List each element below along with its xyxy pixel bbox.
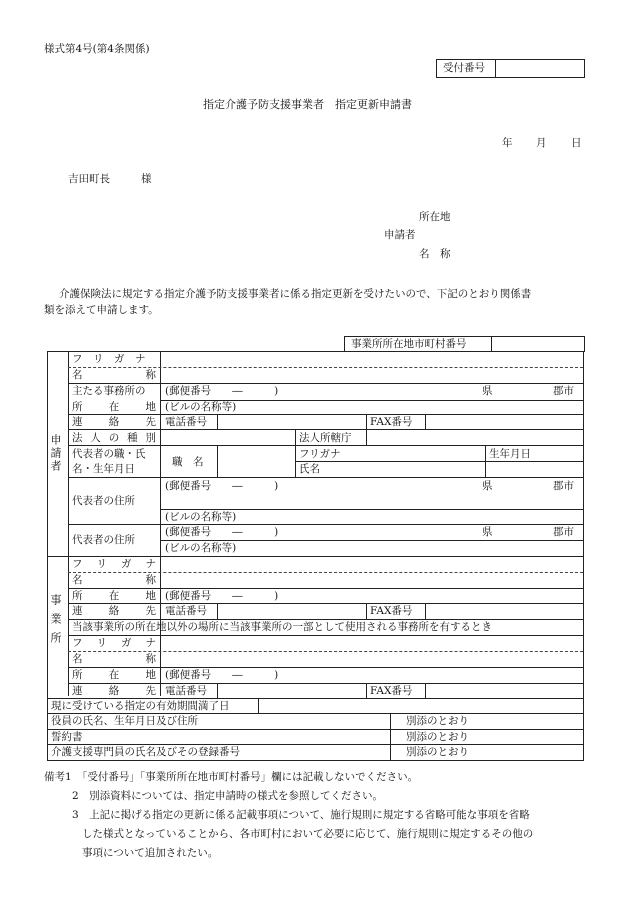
date-day: 日 [571,137,582,149]
other-furigana-label: フ リ ガ ナ [72,637,156,649]
rep-title-label-1: 代表者の職・氏 [72,448,146,460]
receipt-number-box [436,59,585,78]
rep-address-postal-2: (郵便番号 ― ) [165,526,279,538]
business-phone-label: 電話番号 [165,605,207,617]
note-3-line2: した様式となっていることから、各市町村において必要に応じて、施行規則に規定するその他の [82,828,534,840]
rep-address-label-1: 代表者の住所 [72,495,135,507]
main-office-pref: 県 [482,385,493,397]
rep-address-city-1: 郡市 [553,480,574,492]
rep-address-postal-1: (郵便番号 ― ) [165,480,279,492]
other-contact-label: 連 絡 先 [72,685,156,697]
furigana-label: フ リ ガ ナ [72,353,146,365]
receipt-number-label: 受付番号 [443,62,485,74]
rep-furigana-label: フリガナ [299,448,341,460]
date-month: 月 [536,137,547,149]
officers-attached: 別添のとおり [406,715,469,727]
expiry-label: 現に受けている指定の有効期間満了日 [51,700,230,712]
applicant-label: 申請者 [384,229,416,241]
receipt-number-field[interactable] [497,60,583,77]
note-3-line1: 3 上記に掲げる指定の更新に係る記載事項について、施行規則に規定する省略可能な事項を省略 [72,809,530,821]
expiry-field[interactable] [259,699,583,713]
corp-type-label: 法人の種別 [72,432,156,444]
business-contact-label: 連 絡 先 [72,605,156,617]
municipality-number-box [344,336,585,352]
pledge-label: 誓約書 [51,731,83,743]
municipality-number-label: 事業所所在地市町村番号 [351,338,467,350]
applicant-name-label: 名 称 [419,248,451,260]
applicant-side-label: 申請者 [49,434,62,473]
fax-field[interactable] [426,415,583,429]
phone-field[interactable] [218,415,365,429]
business-name-label: 名 称 [72,574,156,586]
rep-address-building-2: (ビルの名称等) [165,542,237,554]
rep-title-label-2: 名・生年月日 [72,463,135,475]
other-fax-label: FAX番号 [370,685,413,697]
note-3-line3: 事項について追加されたい。 [82,847,219,859]
other-address-label: 所 在 地 [72,669,156,681]
business-furigana-label: フ リ ガ ナ [72,558,156,570]
business-address-label: 所 在 地 [72,590,156,602]
date-year: 年 [502,137,513,149]
officers-label: 役員の氏名、生年月日及び住所 [51,715,198,727]
body-text-line1: 介護保険法に規定する指定介護予防支援事業者に係る指定更新を受けたいので、下記のとおり関係書 [59,288,532,300]
other-postal: (郵便番号 ― ) [165,669,279,681]
business-side-label: 事業所 [49,594,62,651]
specialists-attached: 別添のとおり [406,746,469,758]
business-postal: (郵便番号 ― ) [165,590,279,602]
other-name-label: 名 称 [72,653,156,665]
position-label: 職 名 [172,456,204,468]
other-phone-label: 電話番号 [165,685,207,697]
addressee-honorific: 様 [141,173,152,185]
rep-address-building-1: (ビルの名称等) [165,511,237,523]
addressee: 吉田町長 [68,173,110,185]
main-office-building: (ビルの名称等) [165,401,237,413]
main-office-postal: (郵便番号 ― ) [165,385,279,397]
body-text-line2: 類を添えて申請します。 [44,304,159,316]
pledge-attached: 別添のとおり [406,731,469,743]
applicant-address-label: 所在地 [419,211,451,223]
birth-label: 生年月日 [489,448,531,460]
note-2: 2 別添資料については、指定申請時の様式を参照してください。 [72,790,383,802]
specialists-label: 介護支援専門員の氏名及びその登録番号 [51,746,240,758]
corp-authority-label: 法人所轄庁 [299,432,352,444]
rep-address-pref-2: 県 [482,526,493,538]
name-label: 名 称 [72,369,156,381]
main-office-label-2: 所 在 地 [72,401,156,413]
business-fax-label: FAX番号 [370,605,413,617]
rep-address-city-2: 郡市 [553,526,574,538]
note-1: 備考1 「受付番号」「事業所所在地市町村番号」欄には記載しないでください。 [44,771,419,783]
rep-name-label: 氏名 [299,463,320,475]
form-title: 指定介護予防支援事業者 指定更新申請書 [203,98,412,111]
contact-label: 連 絡 先 [72,416,156,428]
rep-address-pref-1: 県 [482,480,493,492]
main-office-city: 郡市 [553,385,574,397]
rep-address-label-2: 代表者の住所 [72,534,135,546]
fax-label: FAX番号 [370,416,413,428]
phone-label: 電話番号 [165,416,207,428]
other-office-label: 当該事業所の所在地以外の場所に当該事業所の一部として使用される事務所を有するとき [72,621,492,633]
main-office-label-1: 主たる事務所の [72,385,146,397]
form-number-label: 様式第4号(第4条関係) [44,43,150,55]
